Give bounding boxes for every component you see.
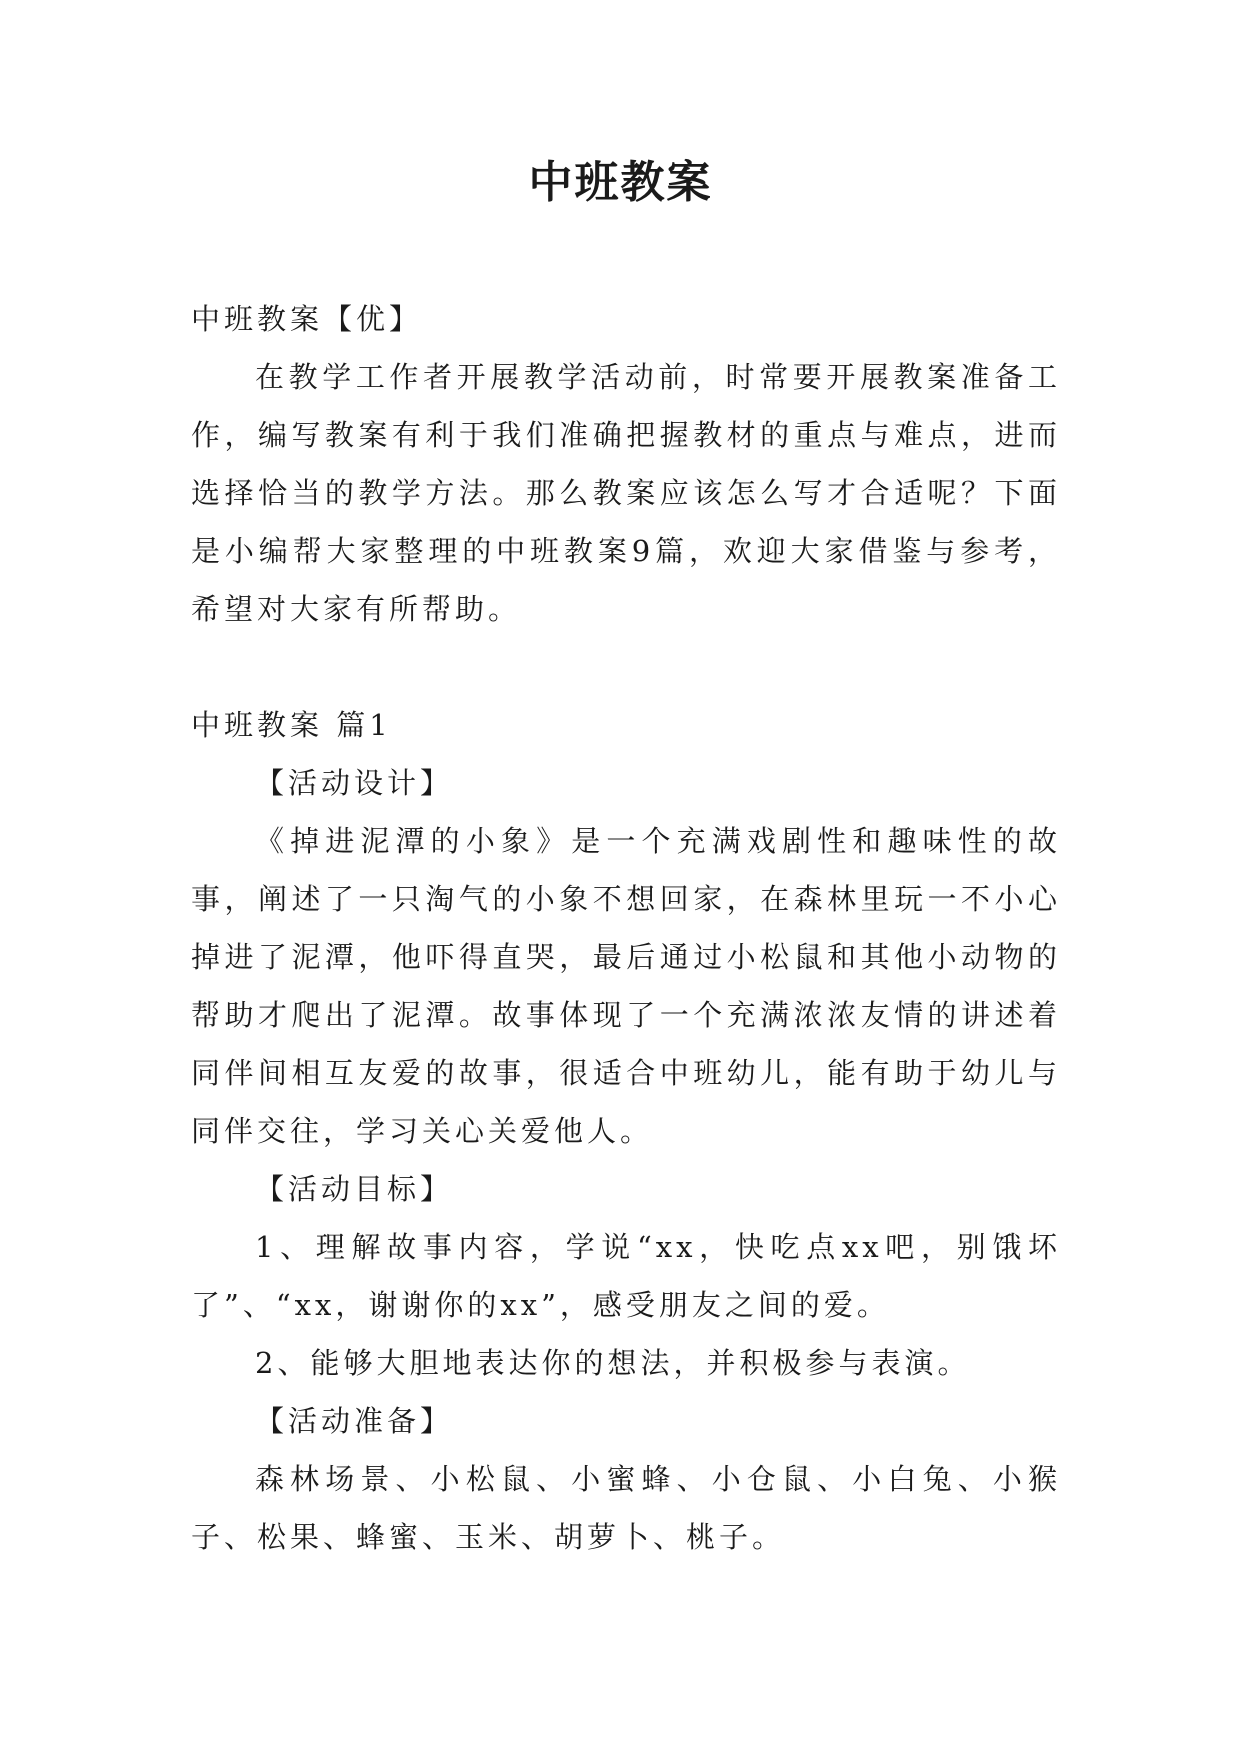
document-body [191, 290, 1061, 1566]
section-gap [191, 638, 1061, 696]
document-title: 中班教案 [528, 157, 713, 208]
section-title: 中班教案 篇1 [191, 708, 392, 742]
intro-paragraph: 在教学工作者开展教学活动前，时常要开展教案准备工作，编写教案有利于我们准确把握教材的重点与难点，进而选择恰当的教学方法。那么教案应该怎么写才合适呢？下面是小编帮大家整理的中班教案9篇，欢迎大家借鉴与参考，希望对大家有所帮助。 [191, 360, 1061, 626]
design-paragraph: 《掉进泥潭的小象》是一个充满戏剧性和趣味性的故事，阐述了一只淘气的小象不想回家，在森林里玩一不小心掉进了泥潭，他吓得直哭，最后通过小松鼠和其他小动物的帮助才爬出了泥潭。故事体现了一个充满浓浓友情的讲述着同伴间相互友爱的故事，很适合中班幼儿，能有助于幼儿与同伴交往，学习关心关爱他人。 [191, 824, 1061, 1148]
subtitle: 中班教案【优】 [191, 302, 423, 336]
prep-paragraph: 森林场景、小松鼠、小蜜蜂、小仓鼠、小白兔、小猴子、松果、蜂蜜、玉米、胡萝卜、桃子。 [191, 1462, 1061, 1554]
goal-item-1: 1、理解故事内容，学说“xx，快吃点xx吧，别饿坏了”、“xx，谢谢你的xx”，感受朋友之间的爱。 [191, 1230, 1061, 1322]
goal-item-2: 2、能够大胆地表达你的想法，并积极参与表演。 [255, 1346, 971, 1380]
prep-heading: 【活动准备】 [255, 1404, 454, 1438]
goal-heading: 【活动目标】 [255, 1172, 454, 1206]
design-heading: 【活动设计】 [255, 766, 454, 800]
